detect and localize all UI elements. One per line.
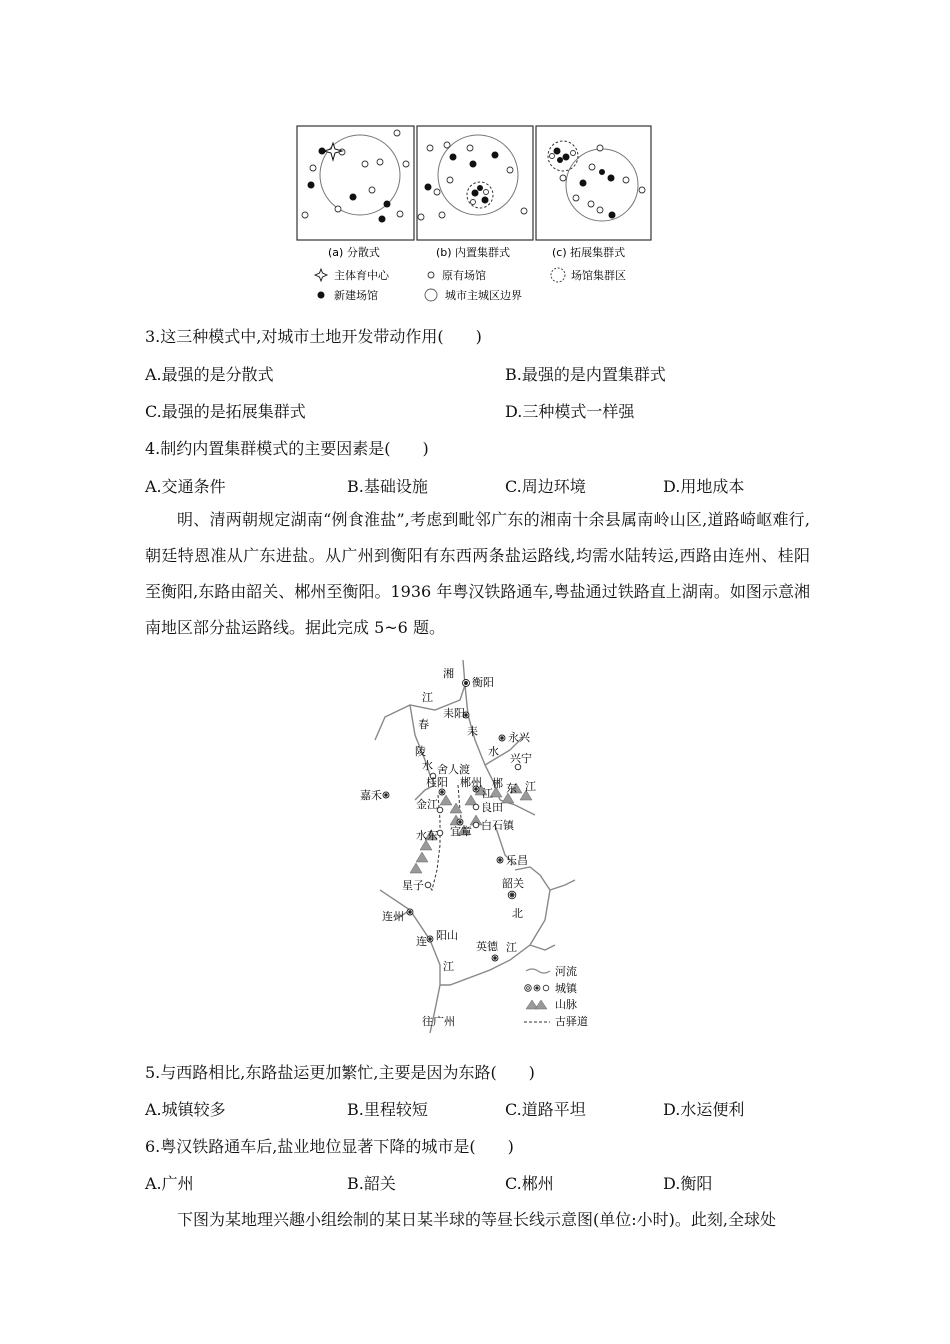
town-chenzhou: 郴州 bbox=[460, 776, 482, 789]
panel-extended-cluster bbox=[536, 126, 651, 240]
river-jiang-2: 江 bbox=[525, 780, 536, 793]
legend-river-icon bbox=[526, 969, 550, 973]
q4-option-a: A.交通条件 bbox=[145, 477, 226, 496]
town-lechang: 乐昌 bbox=[506, 854, 528, 867]
q4-option-c: C.周边环境 bbox=[505, 477, 586, 496]
river-dong: 东 bbox=[506, 782, 517, 795]
venue-pattern-figure bbox=[290, 120, 660, 310]
legend-river: 河流 bbox=[555, 965, 577, 978]
town-yingde: 英德 bbox=[476, 940, 498, 953]
q4-option-d: D.用地成本 bbox=[663, 477, 745, 496]
legend-mountain-icon bbox=[526, 1000, 547, 1009]
legend-existing-icon bbox=[428, 272, 434, 278]
legend-town: 城镇 bbox=[555, 982, 577, 995]
question-6-stem: 6.粤汉铁路通车后,盐业地位显著下降的城市是( ) bbox=[145, 1137, 514, 1156]
town-jiahe: 嘉禾 bbox=[360, 789, 382, 802]
q5-option-b: B.里程较短 bbox=[347, 1100, 428, 1119]
river-lei: 耒 bbox=[467, 725, 478, 738]
river-chun: 春 bbox=[418, 718, 429, 731]
river-jiang-4: 江 bbox=[506, 941, 517, 954]
q3-option-a: A.最强的是分散式 bbox=[145, 365, 274, 384]
to-guangzhou-label: 往广州 bbox=[422, 1015, 455, 1028]
salt-route-map bbox=[340, 655, 620, 1035]
main-center-icon bbox=[324, 143, 342, 160]
caption-c: (c) 拓展集群式 bbox=[552, 246, 626, 259]
q6-option-a: A.广州 bbox=[145, 1174, 194, 1193]
caption-a: (a) 分散式 bbox=[328, 246, 380, 259]
town-yizhang: 宜章 bbox=[450, 825, 472, 838]
legend-new-venue-icon bbox=[318, 292, 325, 299]
legend-town-icon bbox=[525, 985, 549, 992]
town-xingzi: 星子 bbox=[402, 879, 424, 892]
town-shuidong: 水东 bbox=[416, 829, 438, 842]
legend-new-venue: 新建场馆 bbox=[334, 289, 378, 302]
q6-option-d: D.衡阳 bbox=[663, 1174, 713, 1193]
q4-option-b: B.基础设施 bbox=[347, 477, 428, 496]
legend-boundary: 城市主城区边界 bbox=[445, 289, 522, 302]
question-4-stem: 4.制约内置集群模式的主要因素是( ) bbox=[145, 439, 429, 458]
panel-embedded-cluster bbox=[417, 126, 533, 240]
legend-main-center-icon bbox=[315, 269, 327, 281]
legend-boundary-icon bbox=[425, 289, 437, 301]
town-leiyang: 耒阳 bbox=[443, 707, 465, 720]
q3-option-b: B.最强的是内置集群式 bbox=[505, 365, 666, 384]
river-shui-2: 水 bbox=[488, 745, 499, 758]
legend-cluster-icon bbox=[551, 268, 565, 282]
river-jiang-5: 江 bbox=[443, 960, 454, 973]
river-lian: 连 bbox=[416, 935, 427, 948]
day-length-passage: 下图为某地理兴趣小组绘制的某日某半球的等昼长线示意图(单位:小时)。此刻,全球处 bbox=[177, 1210, 776, 1229]
q3-option-d: D.三种模式一样强 bbox=[505, 402, 635, 421]
town-lianzhou: 连州 bbox=[382, 910, 404, 923]
river-fei: 郴 bbox=[492, 777, 503, 790]
river-jiang-1: 江 bbox=[422, 691, 433, 704]
river-bei: 北 bbox=[512, 907, 523, 920]
panel-dispersed bbox=[297, 126, 414, 240]
q5-option-a: A.城镇较多 bbox=[145, 1100, 226, 1119]
town-yongxing: 永兴 bbox=[508, 731, 530, 744]
question-3-stem: 3.这三种模式中,对城市土地开发带动作用( ) bbox=[145, 327, 482, 346]
legend-cluster: 场馆集群区 bbox=[571, 269, 626, 282]
town-hengyang: 衡阳 bbox=[472, 676, 494, 689]
legend-main-center: 主体育中心 bbox=[334, 269, 389, 282]
legend-existing: 原有场馆 bbox=[442, 269, 486, 282]
salt-route-passage: 明、清两朝规定湖南“例食淮盐”,考虑到毗邻广东的湘南十余县属南岭山区,道路崎岖难行,朝廷特恩准从广东进盐。从广州到衡阳有东西两条盐运路线,均需水陆转运,西路由连州、桂阳至衡阳,东路由韶关、郴州至衡阳。1936 年粤汉铁路通车,粤盐通过铁路直上湖南。如图示意湘南地区部分盐运路线。据此完成 5~6 题。 bbox=[145, 510, 810, 637]
river-ling: 陵 bbox=[415, 745, 426, 758]
town-sherendu: 舍人渡 bbox=[437, 763, 470, 776]
q5-option-d: D.水运便利 bbox=[663, 1100, 745, 1119]
river-jiang-3: 江 bbox=[482, 787, 493, 800]
town-guiyang: 桂阳 bbox=[426, 776, 448, 789]
town-liangtian: 良田 bbox=[481, 801, 503, 814]
q6-option-b: B.韶关 bbox=[347, 1174, 396, 1193]
legend-post-road: 古驿道 bbox=[555, 1015, 588, 1028]
town-shaoguan: 韶关 bbox=[502, 877, 524, 890]
q6-option-c: C.郴州 bbox=[505, 1174, 554, 1193]
town-jinjiang: 金江 bbox=[416, 798, 438, 811]
question-5-stem: 5.与西路相比,东路盐运更加繁忙,主要是因为东路( ) bbox=[145, 1063, 535, 1082]
legend-mountain: 山脉 bbox=[555, 998, 577, 1011]
caption-b: (b) 内置集群式 bbox=[436, 246, 511, 259]
town-yangshan: 阳山 bbox=[436, 929, 458, 942]
river-shui-1: 水 bbox=[422, 759, 433, 772]
town-baishizhen: 白石镇 bbox=[481, 819, 514, 832]
town-xingning: 兴宁 bbox=[510, 752, 532, 765]
q3-option-c: C.最强的是拓展集群式 bbox=[145, 402, 306, 421]
q5-option-c: C.道路平坦 bbox=[505, 1100, 586, 1119]
river-xiang: 湘 bbox=[443, 667, 454, 680]
